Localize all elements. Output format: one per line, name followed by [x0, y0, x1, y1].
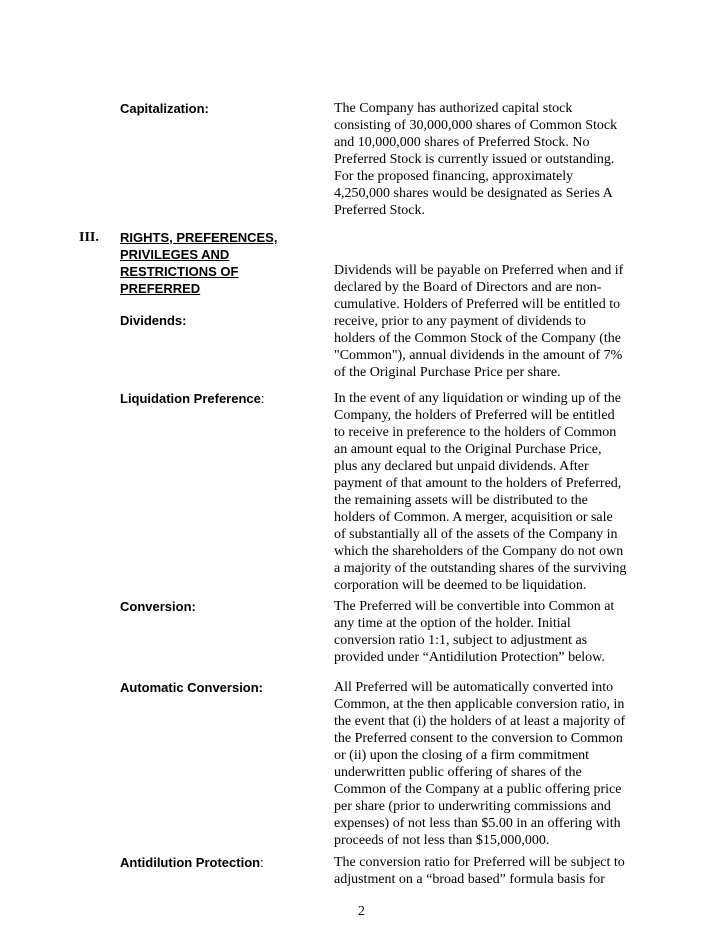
text-line: a majority of the outstanding shares of the surviving	[334, 561, 627, 576]
text-line: consisting of 30,000,000 shares of Common Stock	[334, 118, 618, 133]
text-line: declared by the Board of Directors and are non-	[334, 280, 602, 295]
liquidation-preference-label	[120, 390, 265, 407]
text-line: to receive in preference to the holders of Common	[334, 425, 617, 440]
text-line: payment of that amount to the holders of Preferred,	[334, 476, 622, 491]
capitalization-text	[334, 100, 644, 219]
text-line: 4,250,000 shares would be designated as Series A	[334, 186, 613, 201]
text-line: holders of the Common Stock of the Company (the	[334, 331, 621, 346]
text-line: receive, prior to any payment of dividends to	[334, 314, 586, 329]
automatic-conversion-label: Automatic Conversion:	[120, 680, 264, 695]
conversion-label: Conversion:	[120, 599, 196, 614]
text-line: The Preferred will be convertible into Common at	[334, 599, 615, 614]
antidilution-protection-label	[120, 854, 264, 871]
text-line: The conversion ratio for Preferred will be subject to	[334, 855, 625, 870]
text-line: an amount equal to the Original Purchase Price,	[334, 442, 602, 457]
text-line: "Common"), annual dividends in the amount of 7%	[334, 348, 623, 363]
text-line: expenses) of not less than $5.00 in an offering with	[334, 816, 621, 831]
text-line: plus any declared but unpaid dividends. After	[334, 459, 589, 474]
text-line: proceeds of not less than $15,000,000.	[334, 833, 550, 848]
text-line: cumulative. Holders of Preferred will be entitled to	[334, 297, 621, 312]
text-line: adjustment on a “broad based” formula basis for	[334, 872, 605, 887]
text-line: the remaining assets will be distributed to the	[334, 493, 588, 508]
heading-line: RIGHTS, PREFERENCES,	[120, 230, 278, 245]
label-colon: :	[260, 391, 265, 406]
text-line: and 10,000,000 shares of Preferred Stock. No	[334, 135, 590, 150]
automatic-conversion-text	[334, 679, 644, 849]
label-text: Liquidation Preference	[120, 391, 261, 406]
dividends-label: Dividends:	[120, 313, 187, 328]
text-line: holders of Common. A merger, acquisition or sale	[334, 510, 613, 525]
capitalization-label: Capitalization:	[120, 101, 209, 116]
text-line: Common of the Company at a public offering price	[334, 782, 622, 797]
text-line: provided under “Antidilution Protection” below.	[334, 650, 605, 665]
dividends-text	[334, 262, 644, 381]
text-line: Company, the holders of Preferred will be entitled	[334, 408, 615, 423]
text-line: For the proposed financing, approximately	[334, 169, 574, 184]
heading-line: PRIVILEGES AND	[120, 247, 230, 262]
conversion-text	[334, 598, 644, 666]
text-line: The Company has authorized capital stock	[334, 101, 573, 116]
text-line: which the shareholders of the Company do not own	[334, 544, 624, 559]
text-line: underwritten public offering of shares of the	[334, 765, 582, 780]
text-line: Common, at the then applicable conversion ratio, in	[334, 697, 625, 712]
text-line: of the Original Purchase Price per share.	[334, 365, 561, 380]
heading-line: RESTRICTIONS OF	[120, 264, 239, 279]
text-line: of substantially all of the assets of the Company in	[334, 527, 618, 542]
label-text: Antidilution Protection	[120, 855, 261, 870]
page-number: 2	[358, 904, 365, 919]
text-line: per share (prior to underwriting commissions and	[334, 799, 611, 814]
text-line: corporation will be deemed to be liquidation.	[334, 578, 587, 593]
label-colon: :	[260, 855, 264, 870]
antidilution-protection-text	[334, 854, 644, 888]
text-line: the Preferred consent to the conversion to Common	[334, 731, 623, 746]
liquidation-preference-text	[334, 390, 644, 594]
text-line: the event that (i) the holders of at least a majority of	[334, 714, 626, 729]
text-line: or (ii) upon the closing of a firm commitment	[334, 748, 590, 763]
text-line: Preferred Stock.	[334, 203, 425, 218]
heading-line: PREFERRED	[120, 281, 201, 296]
text-line: In the event of any liquidation or winding up of the	[334, 391, 621, 406]
text-line: Dividends will be payable on Preferred when and if	[334, 263, 624, 278]
text-line: any time at the option of the holder. Initial	[334, 616, 571, 631]
text-line: conversion ratio 1:1, subject to adjustment as	[334, 633, 588, 648]
section-numeral: III.	[79, 230, 99, 245]
text-line: All Preferred will be automatically converted into	[334, 680, 614, 695]
section-heading	[120, 229, 277, 297]
text-line: Preferred Stock is currently issued or outstanding.	[334, 152, 615, 167]
